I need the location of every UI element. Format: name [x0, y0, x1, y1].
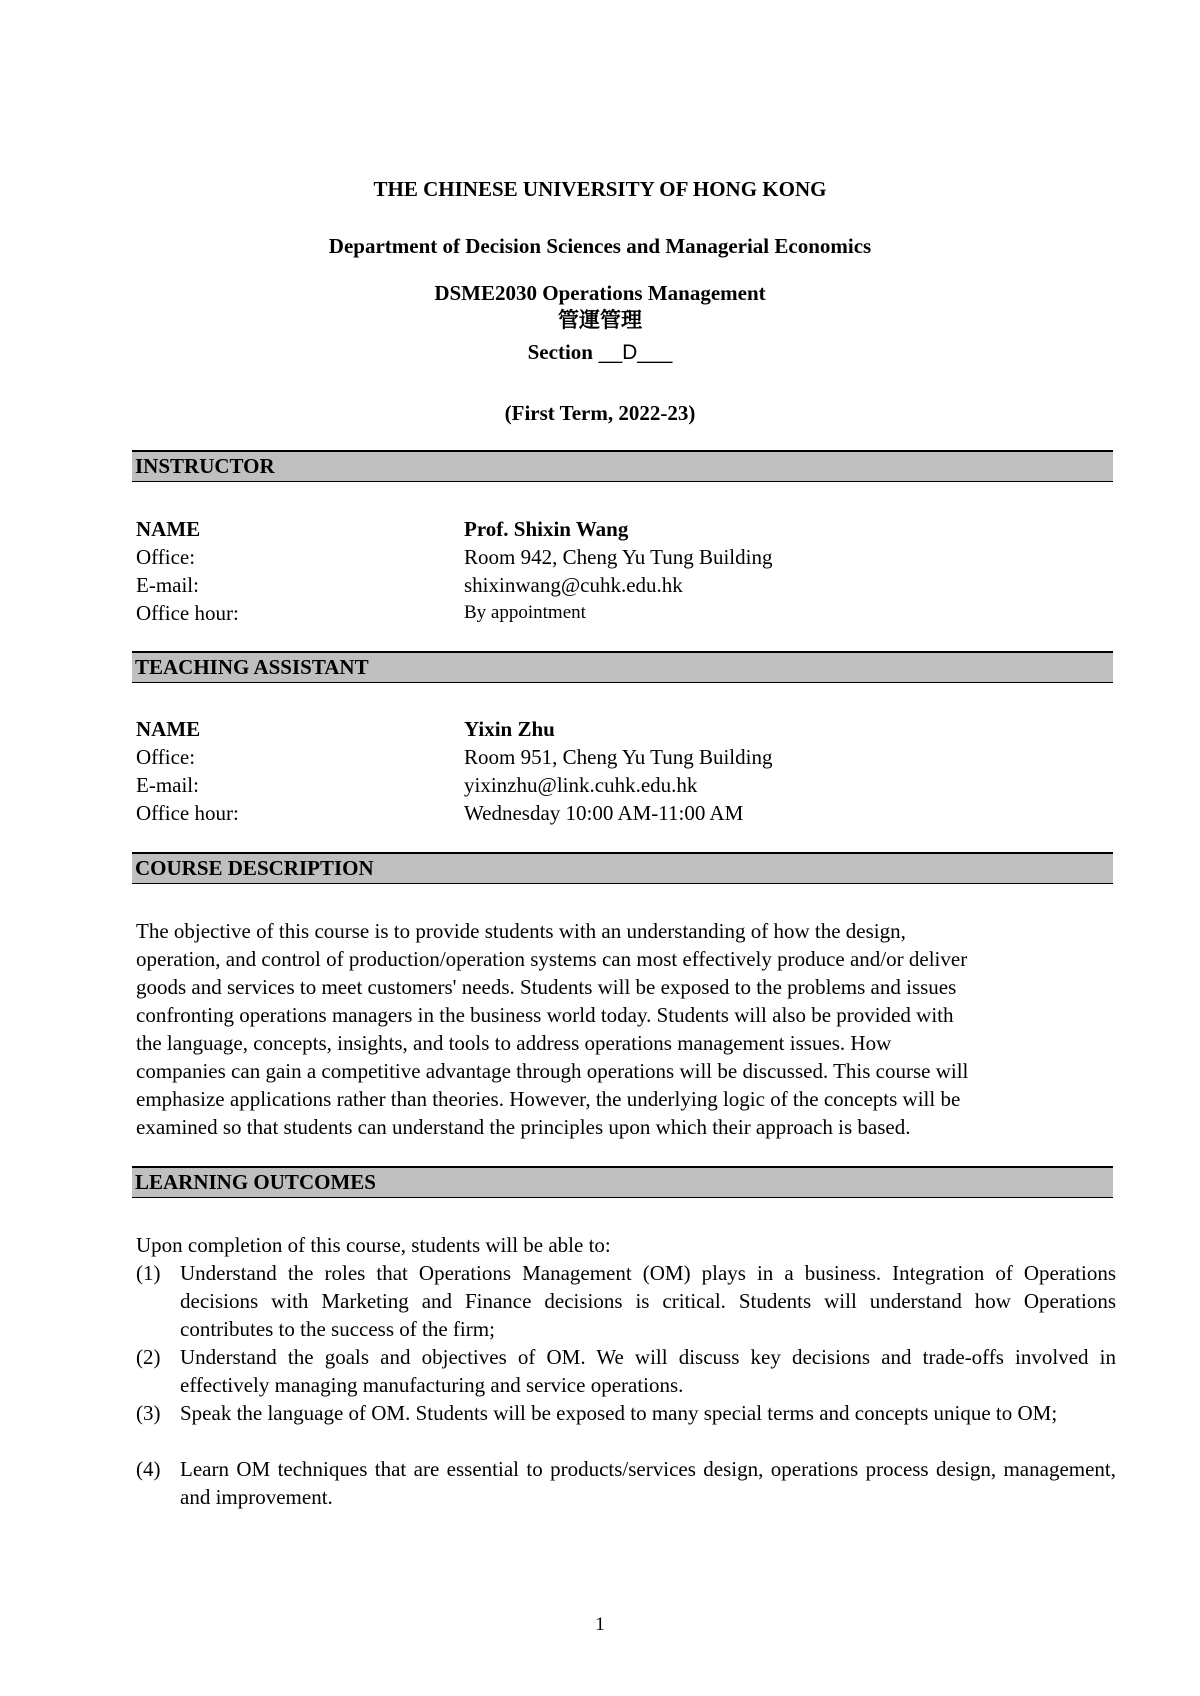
ta-name-label: NAME: [136, 717, 201, 741]
description-line: The objective of this course is to provide students with an understanding of how the design,: [136, 919, 906, 943]
outcome-number: (2): [136, 1345, 161, 1369]
ta-name: Yixin Zhu: [464, 717, 555, 741]
department-title: Department of Decision Sciences and Managerial Economics: [328, 234, 872, 258]
ta-hour: Wednesday 10:00 AM-11:00 AM: [464, 801, 744, 825]
instructor-name: Prof. Shixin Wang: [464, 517, 629, 541]
ta-office: Room 951, Cheng Yu Tung Building: [464, 745, 773, 769]
section-label: Section: [527, 340, 593, 364]
section-line: [0, 339, 1200, 366]
ta-office-label: Office:: [136, 745, 196, 769]
ta-office-row: [136, 743, 1116, 771]
term-title: (First Term, 2022-23): [504, 401, 696, 425]
outcome-number: (4): [136, 1457, 161, 1481]
ta-hour-label: Office hour:: [136, 801, 239, 825]
outcome-number: (1): [136, 1261, 161, 1285]
ta-email: yixinzhu@link.cuhk.edu.hk: [464, 773, 698, 797]
instructor-name-row: [136, 515, 1116, 543]
outcome-text: Understand the goals and objectives of OM. We will discuss key decisions and trade-offs involved in effectively managing manufacturing and service operations.: [180, 1345, 1116, 1397]
ta-section-header: TEACHING ASSISTANT: [132, 651, 1113, 683]
university-title: THE CHINESE UNIVERSITY OF HONG KONG: [373, 177, 827, 201]
description-line: emphasize applications rather than theories. However, the underlying logic of the concepts will be: [136, 1087, 961, 1111]
ta-hour-row: [136, 799, 1116, 827]
outcome-text: Learn OM techniques that are essential to products/services design, operations process design, management, and improvement.: [180, 1457, 1116, 1509]
ta-email-row: [136, 771, 1116, 799]
description-line: examined so that students can understand the principles upon which their approach is based.: [136, 1115, 911, 1139]
instructor-office-label: Office:: [136, 545, 196, 569]
course-description-paragraph: [136, 917, 1116, 1141]
instructor-hour-label: Office hour:: [136, 601, 239, 625]
description-line: the language, concepts, insights, and tools to address operations management issues. How: [136, 1031, 892, 1055]
instructor-section-header: INSTRUCTOR: [132, 450, 1113, 482]
outcome-number: (3): [136, 1401, 161, 1425]
description-line: operation, and control of production/operation systems can most effectively produce and/or deliver: [136, 947, 968, 971]
course-chinese-title: 管運管理: [558, 308, 642, 332]
description-line: goods and services to meet customers' needs. Students will be exposed to the problems and issues: [136, 975, 957, 999]
ta-name-row: [136, 715, 1116, 743]
instructor-name-label: NAME: [136, 517, 201, 541]
instructor-office-row: [136, 543, 1116, 571]
section-value: __D___: [592, 341, 673, 364]
instructor-email-row: [136, 571, 1116, 599]
instructor-email-label: E-mail:: [136, 573, 199, 597]
outcome-text: Speak the language of OM. Students will be exposed to many special terms and concepts unique to OM;: [180, 1401, 1058, 1425]
page-number: 1: [595, 1614, 605, 1635]
outcome-text: Understand the roles that Operations Management (OM) plays in a business. Integration of Operations decisions with Marketing and Finance decisions is critical. Students will understand how Operations contributes to the success of the firm;: [180, 1261, 1116, 1341]
instructor-hour-row: [136, 599, 1116, 627]
instructor-email: shixinwang@cuhk.edu.hk: [464, 573, 683, 597]
learning-outcomes-section-header: LEARNING OUTCOMES: [132, 1166, 1113, 1198]
course-description-section-header: COURSE DESCRIPTION: [132, 852, 1113, 884]
instructor-hour: By appointment: [464, 602, 586, 623]
instructor-office: Room 942, Cheng Yu Tung Building: [464, 545, 773, 569]
course-title: DSME2030 Operations Management: [434, 281, 766, 305]
description-line: confronting operations managers in the business world today. Students will also be provided with: [136, 1003, 954, 1027]
ta-email-label: E-mail:: [136, 773, 199, 797]
description-line: companies can gain a competitive advantage through operations will be discussed. This course will: [136, 1059, 969, 1083]
learning-outcomes-intro: Upon completion of this course, students will be able to:: [136, 1233, 611, 1257]
